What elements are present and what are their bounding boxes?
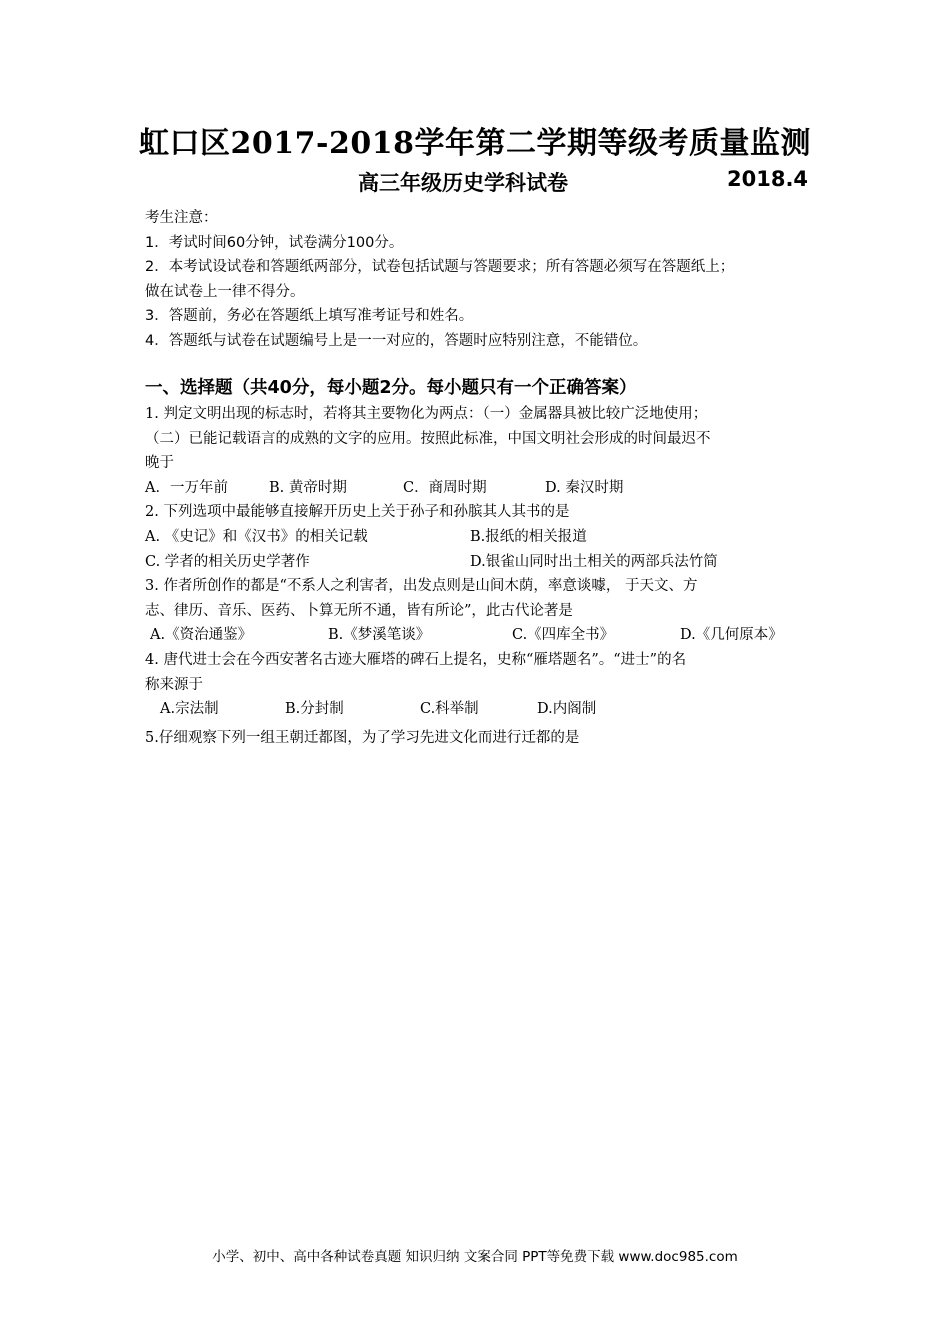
- option-b: B.分封制: [285, 701, 344, 718]
- exam-title: 虹口区2017-2018学年第二学期等级考质量监测: [139, 126, 811, 161]
- option-d: D.《几何原本》: [680, 627, 783, 644]
- option-c: C.《四库全书》: [512, 627, 615, 644]
- question-3-options: [145, 623, 825, 648]
- section-heading: 一、选择题（共40分，每小题2分。每小题只有一个正确答案）: [145, 378, 637, 398]
- option-d: D.银雀山同时出土相关的两部兵法竹简: [470, 553, 718, 570]
- notice-item: 做在试卷上一律不得分。: [145, 283, 305, 300]
- option-c: C. 学者的相关历史学著作: [145, 553, 310, 570]
- exam-date: 2018.4: [727, 167, 809, 191]
- option-a: A.宗法制: [160, 701, 219, 718]
- option-d: D. 秦汉时期: [545, 479, 624, 496]
- question-3-line: 志、律历、音乐、医药、卜算无所不通，皆有所论”，此古代论著是: [145, 602, 573, 619]
- question-1-line: （二）已能记载语言的成熟的文字的应用。按照此标准，中国文明社会形成的时间最迟不: [145, 430, 711, 447]
- option-b: B.报纸的相关报道: [470, 528, 587, 545]
- option-a: A. 《史记》和《汉书》的相关记载: [145, 528, 368, 545]
- exam-subtitle: 高三年级历史学科试卷: [358, 170, 568, 195]
- question-2-stem: 2. 下列选项中最能够直接解开历史上关于孙子和孙膑其人其书的是: [145, 504, 570, 521]
- question-5-stem: 5.仔细观察下列一组王朝迁都图，为了学习先进文化而进行迁都的是: [145, 729, 580, 746]
- question-2-options: [145, 525, 825, 550]
- candidate-notice: [145, 206, 825, 353]
- question-4-line: 称来源于: [145, 676, 203, 693]
- question-1-line: 1. 判定文明出现的标志时，若将其主要物化为两点：（一）金属器具被比较广泛地使用；: [145, 406, 708, 422]
- notice-item: 4．答题纸与试卷在试题编号上是一一对应的，答题时应特别注意，不能错位。: [145, 332, 648, 349]
- option-d: D.内阁制: [537, 701, 597, 718]
- question-3-line: 3. 作者所创作的都是“不系人之利害者，出发点则是山间木荫，率意谈噱， 于天文、方: [145, 578, 698, 595]
- question-4-line: 4. 唐代进士会在今西安著名古迹大雁塔的碑石上提名，史称“雁塔题名”。“进士”的名: [145, 651, 687, 668]
- option-b: B.《梦溪笔谈》: [328, 627, 431, 644]
- option-b: B. 黄帝时期: [269, 479, 347, 496]
- option-a: A.《资治通鉴》: [150, 627, 253, 644]
- question-1-line: 晚于: [145, 455, 174, 472]
- option-c: C.科举制: [420, 701, 479, 718]
- question-4-options: [145, 697, 825, 722]
- option-c: C．商周时期: [403, 479, 487, 496]
- notice-heading: 考生注意：: [145, 210, 218, 226]
- option-a: A．一万年前: [145, 479, 228, 496]
- notice-item: 3．答题前，务必在答题纸上填写准考证号和姓名。: [145, 308, 474, 324]
- question-2-options: [145, 550, 825, 575]
- question-1-options: [145, 476, 825, 501]
- notice-item: 1．考试时间60分钟，试卷满分100分。: [145, 234, 404, 251]
- page-footer: 小学、初中、高中各种试卷真题 知识归纳 文案合同 PPT等免费下载 www.doc985.com: [212, 1249, 738, 1265]
- notice-item: 2．本考试设试卷和答题纸两部分，试卷包括试题与答题要求；所有答题必须写在答题纸上；: [145, 259, 735, 275]
- questions: [145, 402, 825, 750]
